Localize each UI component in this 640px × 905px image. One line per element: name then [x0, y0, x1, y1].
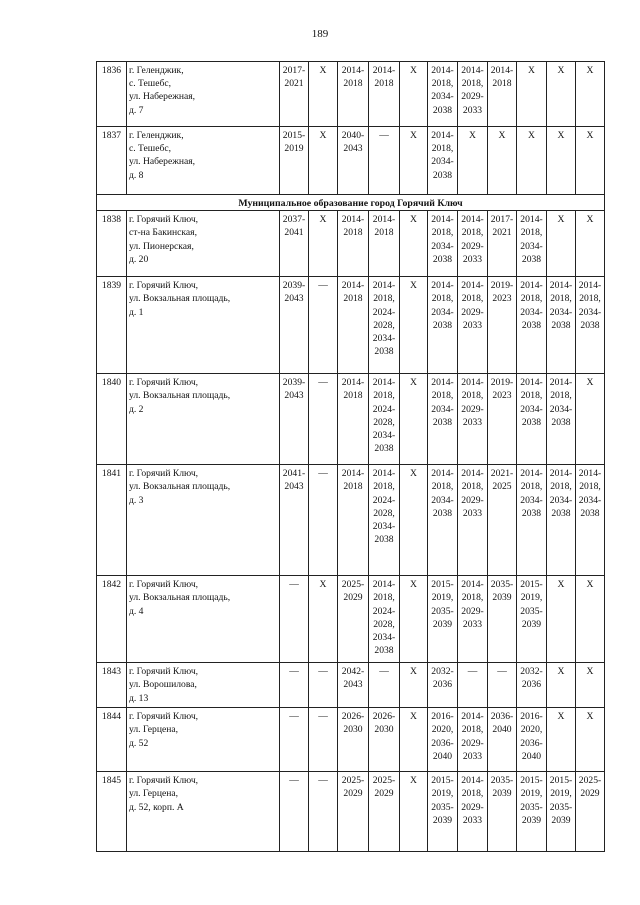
period-cell: 2025- 2029 [576, 772, 605, 852]
period-cell: 2014- 2018, 2034- 2038 [517, 465, 547, 576]
row-number: 1837 [97, 127, 127, 195]
period-cell: — [309, 374, 338, 465]
period-cell: 2025- 2029 [369, 772, 400, 852]
period-cell: Х [309, 62, 338, 127]
period-cell: 2014- 2018 [488, 62, 517, 127]
row-address: г. Горячий Ключ, ул. Вокзальная площадь, д. 1 [127, 277, 280, 374]
period-cell: 2014- 2018, 2034- 2038 [547, 374, 576, 465]
row-address: г. Геленджик, с. Тешебс, ул. Набережная, д. 8 [127, 127, 280, 195]
period-cell: 2039- 2043 [280, 277, 309, 374]
period-cell: — [309, 277, 338, 374]
table-body-bottom [97, 211, 605, 852]
row-address: г. Горячий Ключ, ул. Вокзальная площадь, д. 3 [127, 465, 280, 576]
period-cell: Х [547, 62, 576, 127]
register-table [96, 61, 605, 852]
period-cell: 2042- 2043 [338, 663, 369, 708]
period-cell: Х [547, 127, 576, 195]
period-cell: 2014- 2018, 2024- 2028, 2034- 2038 [369, 277, 400, 374]
row-number: 1843 [97, 663, 127, 708]
table-row [97, 127, 605, 195]
period-cell: 2014- 2018 [338, 465, 369, 576]
row-number: 1840 [97, 374, 127, 465]
row-address: г. Горячий Ключ, ул. Вокзальная площадь, д. 4 [127, 576, 280, 663]
period-cell: 2035- 2039 [488, 772, 517, 852]
table-row [97, 465, 605, 576]
period-cell: Х [576, 576, 605, 663]
period-cell: Х [400, 708, 428, 772]
period-cell: Х [576, 127, 605, 195]
period-cell: 2021- 2025 [488, 465, 517, 576]
period-cell: 2014- 2018 [338, 374, 369, 465]
row-address: г. Горячий Ключ, ст-на Бакинская, ул. Пионерская, д. 20 [127, 211, 280, 277]
period-cell: — [280, 708, 309, 772]
period-cell: 2014- 2018 [338, 211, 369, 277]
period-cell: 2025- 2029 [338, 576, 369, 663]
row-address: г. Горячий Ключ, ул. Ворошилова, д. 13 [127, 663, 280, 708]
period-cell: Х [309, 127, 338, 195]
row-number: 1839 [97, 277, 127, 374]
period-cell: 2014- 2018, 2029- 2033 [458, 576, 488, 663]
period-cell: — [488, 663, 517, 708]
period-cell: 2014- 2018, 2029- 2033 [458, 772, 488, 852]
period-cell: 2014- 2018, 2024- 2028, 2034- 2038 [369, 374, 400, 465]
period-cell: — [458, 663, 488, 708]
period-cell: Х [576, 62, 605, 127]
section-title: Муниципальное образование город Горячий Ключ [97, 195, 605, 211]
period-cell: Х [547, 576, 576, 663]
period-cell: 2015- 2019, 2035- 2039 [428, 576, 458, 663]
page-number: 189 [311, 28, 329, 40]
period-cell: 2016- 2020, 2036- 2040 [428, 708, 458, 772]
period-cell: 2015- 2019, 2035- 2039 [517, 772, 547, 852]
period-cell: 2026- 2030 [369, 708, 400, 772]
period-cell: 2036- 2040 [488, 708, 517, 772]
period-cell: — [309, 663, 338, 708]
period-cell: Х [400, 211, 428, 277]
table-row [97, 62, 605, 127]
period-cell: 2014- 2018, 2034- 2038 [428, 211, 458, 277]
period-cell: — [369, 663, 400, 708]
row-number: 1841 [97, 465, 127, 576]
period-cell: 2014- 2018, 2034- 2038 [428, 374, 458, 465]
period-cell: 2014- 2018 [369, 211, 400, 277]
period-cell: 2014- 2018, 2029- 2033 [458, 62, 488, 127]
period-cell: 2014- 2018, 2029- 2033 [458, 277, 488, 374]
period-cell: 2014- 2018, 2029- 2033 [458, 708, 488, 772]
period-cell: 2015- 2019 [280, 127, 309, 195]
period-cell: Х [400, 62, 428, 127]
period-cell: 2041- 2043 [280, 465, 309, 576]
period-cell: 2019- 2023 [488, 277, 517, 374]
period-cell: 2015- 2019, 2035- 2039 [547, 772, 576, 852]
period-cell: — [280, 772, 309, 852]
period-cell: — [280, 663, 309, 708]
period-cell: 2017- 2021 [280, 62, 309, 127]
section-row [97, 195, 605, 211]
table-row [97, 708, 605, 772]
period-cell: Х [309, 576, 338, 663]
period-cell: 2014- 2018 [338, 277, 369, 374]
table-row [97, 374, 605, 465]
period-cell: 2014- 2018 [338, 62, 369, 127]
section-body [97, 195, 605, 211]
row-number: 1836 [97, 62, 127, 127]
period-cell: Х [576, 663, 605, 708]
period-cell: Х [400, 576, 428, 663]
period-cell: 2014- 2018, 2034- 2038 [547, 465, 576, 576]
period-cell: 2032- 2036 [517, 663, 547, 708]
period-cell: Х [400, 772, 428, 852]
period-cell: Х [517, 127, 547, 195]
period-cell: 2040- 2043 [338, 127, 369, 195]
period-cell: — [369, 127, 400, 195]
period-cell: 2016- 2020, 2036- 2040 [517, 708, 547, 772]
period-cell: Х [400, 465, 428, 576]
period-cell: 2032- 2036 [428, 663, 458, 708]
period-cell: 2014- 2018, 2024- 2028, 2034- 2038 [369, 576, 400, 663]
period-cell: 2014- 2018, 2029- 2033 [458, 374, 488, 465]
period-cell: 2014- 2018, 2034- 2038 [547, 277, 576, 374]
period-cell: — [309, 708, 338, 772]
period-cell: 2019- 2023 [488, 374, 517, 465]
row-number: 1842 [97, 576, 127, 663]
period-cell: 2015- 2019, 2035- 2039 [428, 772, 458, 852]
row-address: г. Горячий Ключ, ул. Герцена, д. 52 [127, 708, 280, 772]
period-cell: 2014- 2018, 2034- 2038 [576, 465, 605, 576]
row-number: 1845 [97, 772, 127, 852]
table-body-top [97, 62, 605, 195]
row-number: 1844 [97, 708, 127, 772]
period-cell: 2014- 2018, 2034- 2038 [428, 127, 458, 195]
period-cell: 2035- 2039 [488, 576, 517, 663]
period-cell: Х [400, 277, 428, 374]
period-cell: 2026- 2030 [338, 708, 369, 772]
row-address: г. Геленджик, с. Тешебс, ул. Набережная, д. 7 [127, 62, 280, 127]
period-cell: 2014- 2018, 2034- 2038 [517, 374, 547, 465]
period-cell: Х [547, 663, 576, 708]
period-cell: Х [400, 374, 428, 465]
period-cell: Х [576, 374, 605, 465]
period-cell: Х [547, 211, 576, 277]
period-cell: Х [547, 708, 576, 772]
period-cell: 2014- 2018 [369, 62, 400, 127]
period-cell: Х [458, 127, 488, 195]
period-cell: Х [488, 127, 517, 195]
table-row [97, 663, 605, 708]
period-cell: 2025- 2029 [338, 772, 369, 852]
period-cell: 2014- 2018, 2034- 2038 [517, 211, 547, 277]
period-cell: 2015- 2019, 2035- 2039 [517, 576, 547, 663]
period-cell: 2014- 2018, 2034- 2038 [428, 465, 458, 576]
period-cell: 2014- 2018, 2034- 2038 [517, 277, 547, 374]
period-cell: Х [400, 127, 428, 195]
period-cell: 2014- 2018, 2034- 2038 [576, 277, 605, 374]
row-address: г. Горячий Ключ, ул. Герцена, д. 52, корп. А [127, 772, 280, 852]
period-cell: 2014- 2018, 2034- 2038 [428, 62, 458, 127]
row-address: г. Горячий Ключ, ул. Вокзальная площадь, д. 2 [127, 374, 280, 465]
period-cell: 2014- 2018, 2029- 2033 [458, 211, 488, 277]
period-cell: — [309, 465, 338, 576]
period-cell: — [309, 772, 338, 852]
period-cell: Х [400, 663, 428, 708]
table-row [97, 277, 605, 374]
period-cell: 2014- 2018, 2029- 2033 [458, 465, 488, 576]
table-row [97, 211, 605, 277]
period-cell: 2014- 2018, 2024- 2028, 2034- 2038 [369, 465, 400, 576]
period-cell: 2037- 2041 [280, 211, 309, 277]
period-cell: 2017- 2021 [488, 211, 517, 277]
period-cell: — [280, 576, 309, 663]
period-cell: 2014- 2018, 2034- 2038 [428, 277, 458, 374]
table-row [97, 772, 605, 852]
period-cell: 2039- 2043 [280, 374, 309, 465]
table-row [97, 576, 605, 663]
period-cell: Х [517, 62, 547, 127]
period-cell: Х [576, 211, 605, 277]
period-cell: Х [309, 211, 338, 277]
row-number: 1838 [97, 211, 127, 277]
period-cell: Х [576, 708, 605, 772]
